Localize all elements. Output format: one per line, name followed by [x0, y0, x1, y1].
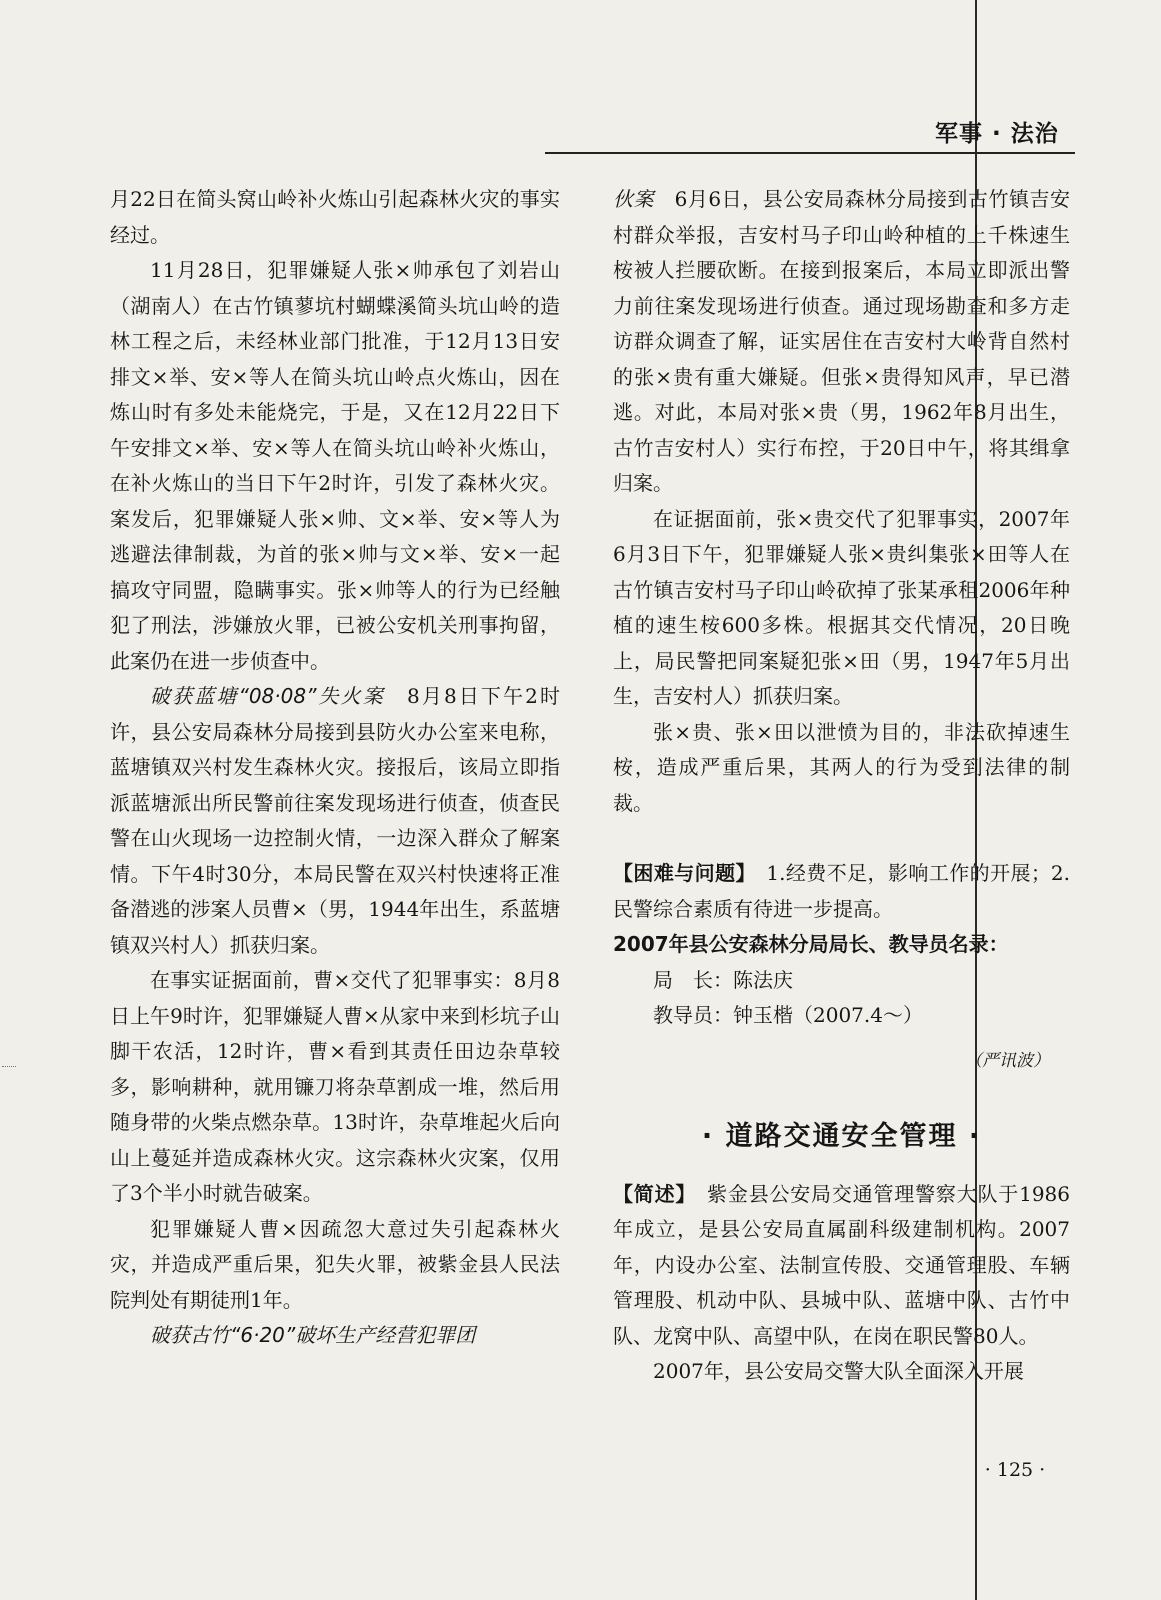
- page-header-title: 军事 · 法治: [935, 121, 1059, 147]
- instructor-line: 教导员：钟玉楷（2007.4～）: [653, 1003, 923, 1027]
- case-body: 8月8日下午2时许，县公安局森林分局接到县防火办公室来电称，蓝塘镇双兴村发生森林火灾。接报后，该局立即指派蓝塘派出所民警前往案发现场进行侦查，侦查民警在山火现场一边控制火情，一边深入群众了解案情。下午4时30分，本局民警在双兴村快速将正准备潜逃的涉案人员曹×（男，1944年出生，系蓝塘镇双兴村人）抓获归案。: [110, 684, 561, 957]
- summary-text: 紫金县公安局交通管理警察大队于1986年成立，是县公安局直属副科级建制机构。2007年，内设办公室、法制宣传股、交通管理股、车辆管理股、机动中队、县城中队、蓝塘中队、古竹中队、龙窝中队、高望中队，在岗在职民警80人。: [613, 1181, 1070, 1348]
- paragraph: 月22日在简头窝山岭补火炼山引起森林火灾的事实经过。: [110, 187, 560, 247]
- right-column: [613, 182, 1070, 1390]
- paragraph: 在事实证据面前，曹×交代了犯罪事实：8月8日上午9时许，犯罪嫌疑人曹×从家中来到杉坑子山脚干农活，12时许，曹×看到其责任田边杂草较多，影响耕种，就用镰刀将杂草割成一堆，然后用随身带的火柴点燃杂草。13时许，杂草堆起火后向山上蔓延并造成森林火灾。这宗森林火灾案，仅用了3个半小时就告破案。: [110, 968, 560, 1205]
- paragraph: 在证据面前，张×贵交代了犯罪事实，2007年6月3日下午，犯罪嫌疑人张×贵纠集张×田等人在古竹镇吉安村马子印山岭砍掉了张某承租2006年种植的速生桉600多株。根据其交代情况，20日晚上，局民警把同案疑犯张×田（男，1947年5月出生，吉安村人）抓获归案。: [613, 506, 1070, 708]
- paragraph: 犯罪嫌疑人曹×因疏忽大意过失引起森林火灾，并造成严重后果，犯失火罪，被紫金县人民法院判处有期徒刑1年。: [110, 1216, 560, 1312]
- scan-artifact-mark: [2, 1066, 16, 1071]
- paragraph: 张×贵、张×田以泄愤为目的，非法砍掉速生桉，造成严重后果，其两人的行为受到法律的制裁。: [613, 719, 1070, 815]
- paragraph: [110, 679, 560, 963]
- header-rule: [545, 152, 1075, 154]
- roster-title: 2007年县公安森林分局局长、教导员名录：: [613, 932, 1009, 956]
- paragraph: 11月28日，犯罪嫌疑人张×帅承包了刘岩山（湖南人）在古竹镇蓼坑村蝴蝶溪简头坑山岭的造林工程之后，未经林业部门批准，于12月13日安排文×举、安×等人在简头坑山岭点火炼山，因在炼山时有多处未能烧完，于是，又在12月22日下午安排文×举、安×等人在简头坑山岭补火炼山，在补火炼山的当日下午2时许，引发了森林火灾。案发后，犯罪嫌疑人张×帅、文×举、安×等人为逃避法律制裁，为首的张×帅与文×举、安×一起搞攻守同盟，隐瞒事实。张×帅等人的行为已经触犯了刑法，涉嫌放火罪，已被公安机关刑事拘留，此案仍在进一步侦查中。: [110, 258, 560, 673]
- spacer: [613, 821, 1070, 856]
- problems-text: 1.经费不足，影响工作的开展；2.民警综合素质有待进一步提高。: [613, 861, 1071, 921]
- case-title: 伙案: [613, 187, 655, 211]
- problems-paragraph: [613, 856, 1070, 927]
- page-number: · 125 ·: [984, 1459, 1046, 1481]
- problems-label: 【困难与问题】: [613, 861, 746, 885]
- case-body: 6月6日，县公安局森林分局接到古竹镇吉安村群众举报，吉安村马子印山岭种植的上千株速生桉被人拦腰砍断。在接到报案后，本局立即派出警力前往案发现场进行侦查。通过现场勘查和多方走访群众调查了解，证实居住在吉安村大岭背自然村的张×贵有重大嫌疑。但张×贵得知风声，早已潜逃。对此，本局对张×贵（男，1962年8月出生，古竹吉安村人）实行布控，于20日中午，将其缉拿归案。: [613, 187, 1071, 495]
- director-line: 局 长：陈法庆: [653, 967, 793, 992]
- section-heading: · 道路交通安全管理 ·: [701, 1121, 982, 1152]
- article-author: （严讯波）: [965, 1050, 1050, 1071]
- summary-paragraph: [613, 1177, 1070, 1355]
- paragraph: [613, 182, 1070, 502]
- case-title: 破获古竹“6·20”破坏生产经营犯罪团: [150, 1323, 476, 1347]
- summary-label: 【简述】: [613, 1181, 687, 1206]
- left-column: [110, 182, 560, 1354]
- case-title: 破获蓝塘“08·08”失火案: [150, 684, 385, 708]
- paragraph: 2007年，县公安局交警大队全面深入开展: [653, 1359, 1024, 1383]
